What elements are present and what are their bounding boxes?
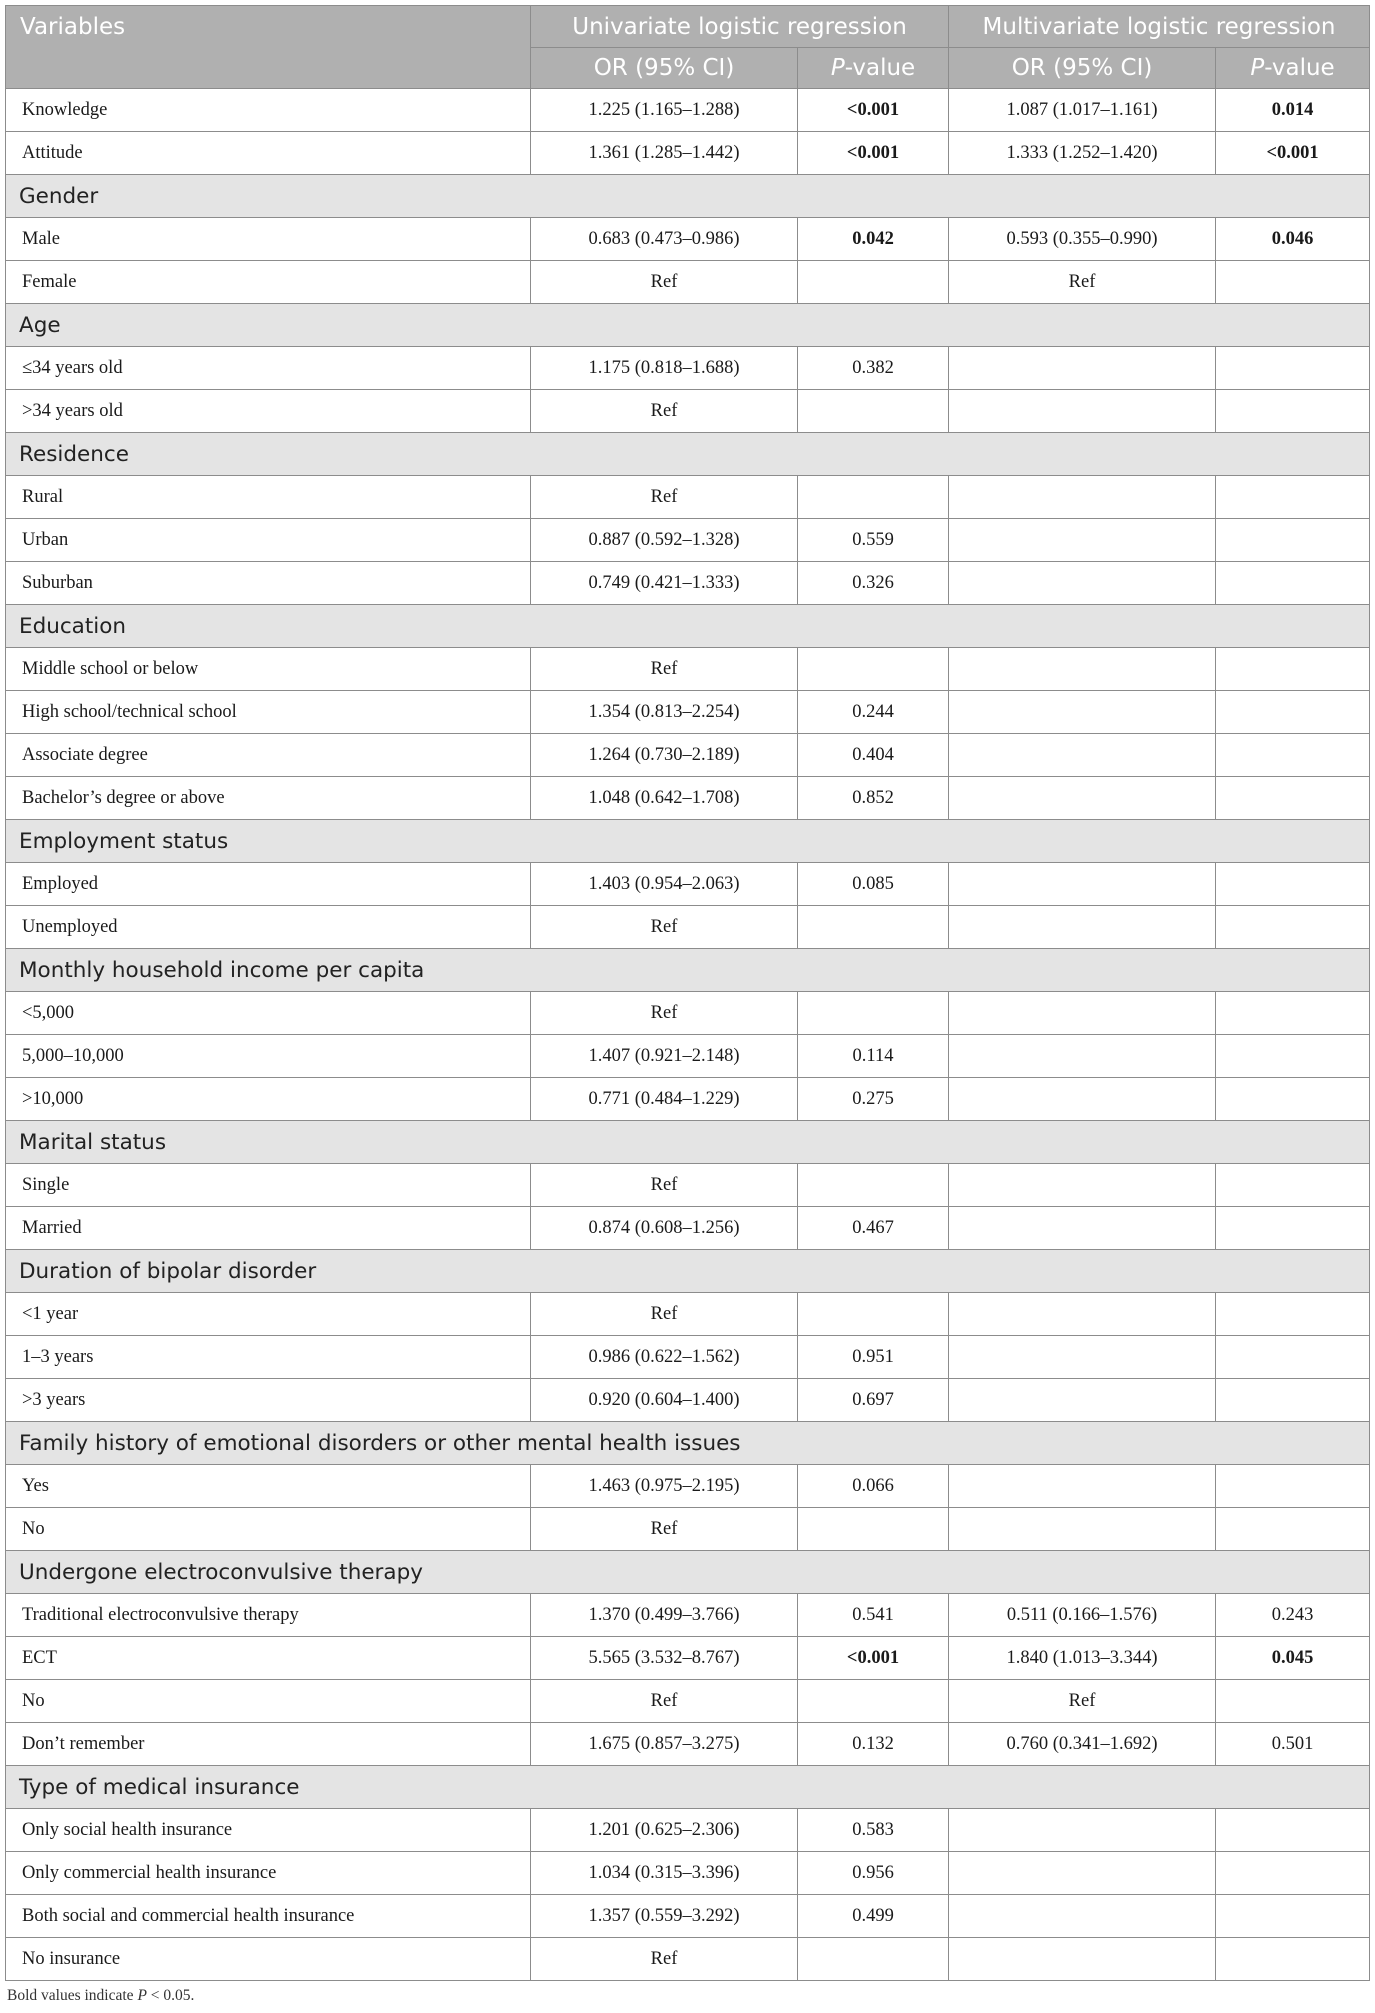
variable-cell: Employed: [6, 863, 531, 906]
group-header-row: [6, 304, 1370, 347]
univariate-p-cell: 0.583: [798, 1809, 949, 1852]
univariate-p-cell: 0.085: [798, 863, 949, 906]
multivariate-or-cell: [949, 347, 1216, 390]
group-label: Marital status: [6, 1121, 1370, 1164]
multivariate-or-cell: 0.593 (0.355–0.990): [949, 218, 1216, 261]
group-label: Type of medical insurance: [6, 1766, 1370, 1809]
univariate-p-cell: 0.852: [798, 777, 949, 820]
group-label: Duration of bipolar disorder: [6, 1250, 1370, 1293]
univariate-p-cell: 0.066: [798, 1465, 949, 1508]
univariate-p-cell: 0.382: [798, 347, 949, 390]
univariate-or-cell: Ref: [531, 1293, 798, 1336]
multivariate-or-cell: [949, 1508, 1216, 1551]
univariate-p-cell: [798, 1164, 949, 1207]
univariate-p-cell: [798, 906, 949, 949]
univariate-or-cell: Ref: [531, 648, 798, 691]
table-row: [6, 1809, 1370, 1852]
multivariate-or-cell: [949, 1336, 1216, 1379]
multivariate-p-cell: 0.243: [1216, 1594, 1370, 1637]
multivariate-or-cell: [949, 562, 1216, 605]
table-row: [6, 648, 1370, 691]
multivariate-or-cell: [949, 1164, 1216, 1207]
univariate-p-cell: [798, 1293, 949, 1336]
multivariate-or-cell: [949, 648, 1216, 691]
univariate-p-cell: 0.326: [798, 562, 949, 605]
variable-cell: <1 year: [6, 1293, 531, 1336]
group-header-row: [6, 1766, 1370, 1809]
multivariate-p-cell: [1216, 1895, 1370, 1938]
multivariate-p-cell: [1216, 1938, 1370, 1981]
univariate-or-cell: Ref: [531, 261, 798, 304]
univariate-p-cell: [798, 390, 949, 433]
table-row: [6, 1938, 1370, 1981]
group-label: Undergone electroconvulsive therapy: [6, 1551, 1370, 1594]
group-label: Gender: [6, 175, 1370, 218]
regression-table-container: [5, 5, 1369, 2005]
multivariate-or-cell: [949, 1293, 1216, 1336]
group-label: Family history of emotional disorders or other mental health issues: [6, 1422, 1370, 1465]
table-body: [6, 89, 1370, 1981]
univariate-or-cell: 0.887 (0.592–1.328): [531, 519, 798, 562]
table-row: [6, 1594, 1370, 1637]
univariate-or-cell: 0.683 (0.473–0.986): [531, 218, 798, 261]
univariate-or-cell: 1.034 (0.315–3.396): [531, 1852, 798, 1895]
univariate-or-cell: 1.201 (0.625–2.306): [531, 1809, 798, 1852]
variable-cell: Rural: [6, 476, 531, 519]
table-row: [6, 132, 1370, 175]
table-row: [6, 691, 1370, 734]
table-row: [6, 562, 1370, 605]
multivariate-p-cell: <0.001: [1216, 132, 1370, 175]
univariate-p-cell: 0.275: [798, 1078, 949, 1121]
multivariate-or-cell: [949, 1809, 1216, 1852]
multivariate-p-cell: [1216, 519, 1370, 562]
variable-cell: Yes: [6, 1465, 531, 1508]
univariate-or-cell: Ref: [531, 1164, 798, 1207]
univariate-or-cell: 5.565 (3.532–8.767): [531, 1637, 798, 1680]
variable-cell: No: [6, 1508, 531, 1551]
multivariate-p-cell: [1216, 734, 1370, 777]
group-header-row: [6, 605, 1370, 648]
univariate-or-cell: 1.354 (0.813–2.254): [531, 691, 798, 734]
univariate-p-cell: [798, 1508, 949, 1551]
univariate-p-cell: 0.042: [798, 218, 949, 261]
table-row: [6, 1293, 1370, 1336]
multivariate-header: Multivariate logistic regression: [949, 6, 1370, 48]
univariate-p-cell: [798, 1938, 949, 1981]
variable-cell: <5,000: [6, 992, 531, 1035]
multivariate-p-cell: [1216, 1508, 1370, 1551]
table-row: [6, 1379, 1370, 1422]
variable-cell: ECT: [6, 1637, 531, 1680]
multivariate-p-cell: [1216, 1852, 1370, 1895]
multivariate-or-cell: [949, 734, 1216, 777]
group-label: Education: [6, 605, 1370, 648]
univariate-or-cell: 1.175 (0.818–1.688): [531, 347, 798, 390]
group-header-row: [6, 1250, 1370, 1293]
univariate-or-cell: 1.264 (0.730–2.189): [531, 734, 798, 777]
multivariate-or-cell: [949, 1938, 1216, 1981]
multivariate-or-cell: [949, 691, 1216, 734]
multivariate-p-cell: [1216, 390, 1370, 433]
univariate-p-cell: 0.559: [798, 519, 949, 562]
univariate-p-cell: <0.001: [798, 132, 949, 175]
variable-cell: Only commercial health insurance: [6, 1852, 531, 1895]
variable-cell: Female: [6, 261, 531, 304]
multivariate-or-cell: [949, 519, 1216, 562]
multivariate-p-cell: [1216, 1680, 1370, 1723]
univariate-or-cell: Ref: [531, 1508, 798, 1551]
table-row: [6, 218, 1370, 261]
group-label: Residence: [6, 433, 1370, 476]
variable-cell: Only social health insurance: [6, 1809, 531, 1852]
table-row: [6, 777, 1370, 820]
variable-cell: Married: [6, 1207, 531, 1250]
variable-cell: >3 years: [6, 1379, 531, 1422]
multivariate-p-cell: [1216, 992, 1370, 1035]
multivariate-or-cell: [949, 777, 1216, 820]
univariate-or-cell: 1.370 (0.499–3.766): [531, 1594, 798, 1637]
multivariate-or-cell: [949, 863, 1216, 906]
multivariate-or-cell: 1.840 (1.013–3.344): [949, 1637, 1216, 1680]
variable-cell: ≤34 years old: [6, 347, 531, 390]
table-row: [6, 261, 1370, 304]
group-header-row: [6, 433, 1370, 476]
multivariate-p-cell: [1216, 1379, 1370, 1422]
variable-cell: >34 years old: [6, 390, 531, 433]
multivariate-p-cell: [1216, 1207, 1370, 1250]
group-header-row: [6, 820, 1370, 863]
table-row: [6, 1637, 1370, 1680]
univariate-p-cell: 0.114: [798, 1035, 949, 1078]
univariate-or-cell: Ref: [531, 1938, 798, 1981]
variable-cell: High school/technical school: [6, 691, 531, 734]
group-label: Employment status: [6, 820, 1370, 863]
univariate-or-cell: 1.675 (0.857–3.275): [531, 1723, 798, 1766]
univariate-or-cell: Ref: [531, 476, 798, 519]
table-row: [6, 476, 1370, 519]
variable-cell: Unemployed: [6, 906, 531, 949]
univariate-header: Univariate logistic regression: [531, 6, 949, 48]
univariate-or-cell: 0.749 (0.421–1.333): [531, 562, 798, 605]
univariate-p-cell: 0.467: [798, 1207, 949, 1250]
multivariate-p-header: P-value: [1216, 48, 1370, 89]
table-footnote: Bold values indicate P < 0.05.: [7, 1987, 195, 2004]
variable-cell: Male: [6, 218, 531, 261]
table-row: [6, 519, 1370, 562]
group-header-row: [6, 175, 1370, 218]
variable-cell: Single: [6, 1164, 531, 1207]
variable-cell: Don’t remember: [6, 1723, 531, 1766]
univariate-p-cell: 0.499: [798, 1895, 949, 1938]
table-row: [6, 906, 1370, 949]
multivariate-or-cell: [949, 1207, 1216, 1250]
multivariate-or-cell: [949, 906, 1216, 949]
multivariate-p-cell: [1216, 1465, 1370, 1508]
univariate-or-cell: 1.407 (0.921–2.148): [531, 1035, 798, 1078]
univariate-p-cell: 0.956: [798, 1852, 949, 1895]
multivariate-or-cell: Ref: [949, 261, 1216, 304]
multivariate-or-cell: [949, 1852, 1216, 1895]
univariate-p-cell: 0.697: [798, 1379, 949, 1422]
univariate-or-cell: 0.771 (0.484–1.229): [531, 1078, 798, 1121]
univariate-p-cell: 0.244: [798, 691, 949, 734]
multivariate-p-cell: [1216, 648, 1370, 691]
univariate-p-cell: [798, 648, 949, 691]
multivariate-p-cell: [1216, 863, 1370, 906]
table-row: [6, 734, 1370, 777]
multivariate-p-cell: [1216, 1336, 1370, 1379]
multivariate-or-cell: [949, 1895, 1216, 1938]
variable-cell: Knowledge: [6, 89, 531, 132]
table-header: [6, 6, 1370, 89]
univariate-p-cell: [798, 1680, 949, 1723]
univariate-p-cell: 0.404: [798, 734, 949, 777]
table-row: [6, 992, 1370, 1035]
group-label: Age: [6, 304, 1370, 347]
table-row: [6, 1680, 1370, 1723]
multivariate-p-cell: [1216, 347, 1370, 390]
group-label: Monthly household income per capita: [6, 949, 1370, 992]
multivariate-or-cell: 1.333 (1.252–1.420): [949, 132, 1216, 175]
table-row: [6, 1164, 1370, 1207]
multivariate-p-cell: [1216, 562, 1370, 605]
multivariate-p-cell: [1216, 261, 1370, 304]
univariate-or-cell: Ref: [531, 906, 798, 949]
variable-cell: 5,000–10,000: [6, 1035, 531, 1078]
group-header-row: [6, 1551, 1370, 1594]
univariate-p-cell: 0.541: [798, 1594, 949, 1637]
variable-cell: Both social and commercial health insurance: [6, 1895, 531, 1938]
group-header-row: [6, 949, 1370, 992]
multivariate-or-cell: [949, 1078, 1216, 1121]
univariate-or-cell: 0.920 (0.604–1.400): [531, 1379, 798, 1422]
univariate-or-cell: 1.225 (1.165–1.288): [531, 89, 798, 132]
multivariate-p-cell: [1216, 777, 1370, 820]
multivariate-or-cell: [949, 1035, 1216, 1078]
table-row: [6, 1895, 1370, 1938]
multivariate-p-cell: [1216, 906, 1370, 949]
variable-cell: >10,000: [6, 1078, 531, 1121]
table-row: [6, 1207, 1370, 1250]
multivariate-or-cell: [949, 1465, 1216, 1508]
univariate-p-cell: <0.001: [798, 1637, 949, 1680]
multivariate-p-cell: 0.501: [1216, 1723, 1370, 1766]
multivariate-p-cell: [1216, 1809, 1370, 1852]
univariate-p-cell: [798, 992, 949, 1035]
group-header-row: [6, 1422, 1370, 1465]
univariate-or-header: OR (95% CI): [531, 48, 798, 89]
univariate-or-cell: 1.403 (0.954–2.063): [531, 863, 798, 906]
univariate-or-cell: Ref: [531, 992, 798, 1035]
variable-cell: 1–3 years: [6, 1336, 531, 1379]
multivariate-p-cell: [1216, 1164, 1370, 1207]
table-row: [6, 390, 1370, 433]
multivariate-or-cell: [949, 390, 1216, 433]
regression-table: [5, 5, 1370, 1981]
group-header-row: [6, 1121, 1370, 1164]
variable-cell: Associate degree: [6, 734, 531, 777]
univariate-or-cell: 1.361 (1.285–1.442): [531, 132, 798, 175]
multivariate-or-cell: [949, 992, 1216, 1035]
table-row: [6, 1723, 1370, 1766]
univariate-p-cell: <0.001: [798, 89, 949, 132]
multivariate-or-cell: 0.511 (0.166–1.576): [949, 1594, 1216, 1637]
multivariate-or-cell: [949, 1379, 1216, 1422]
univariate-p-cell: [798, 476, 949, 519]
univariate-or-cell: 0.874 (0.608–1.256): [531, 1207, 798, 1250]
variable-cell: No: [6, 1680, 531, 1723]
multivariate-p-cell: [1216, 1293, 1370, 1336]
univariate-or-cell: 1.357 (0.559–3.292): [531, 1895, 798, 1938]
univariate-or-cell: Ref: [531, 1680, 798, 1723]
univariate-p-header: P-value: [798, 48, 949, 89]
variables-header: Variables: [6, 6, 531, 89]
multivariate-p-cell: [1216, 1035, 1370, 1078]
multivariate-p-cell: [1216, 476, 1370, 519]
multivariate-p-cell: [1216, 691, 1370, 734]
table-row: [6, 863, 1370, 906]
multivariate-or-cell: 0.760 (0.341–1.692): [949, 1723, 1216, 1766]
multivariate-or-cell: [949, 476, 1216, 519]
variable-cell: Traditional electroconvulsive therapy: [6, 1594, 531, 1637]
multivariate-p-cell: 0.046: [1216, 218, 1370, 261]
univariate-p-cell: 0.951: [798, 1336, 949, 1379]
univariate-or-cell: Ref: [531, 390, 798, 433]
variable-cell: No insurance: [6, 1938, 531, 1981]
univariate-or-cell: 1.463 (0.975–2.195): [531, 1465, 798, 1508]
table-row: [6, 89, 1370, 132]
table-row: [6, 347, 1370, 390]
table-row: [6, 1852, 1370, 1895]
variable-cell: Suburban: [6, 562, 531, 605]
multivariate-or-cell: 1.087 (1.017–1.161): [949, 89, 1216, 132]
table-row: [6, 1336, 1370, 1379]
table-row: [6, 1078, 1370, 1121]
variable-cell: Attitude: [6, 132, 531, 175]
table-row: [6, 1465, 1370, 1508]
variable-cell: Bachelor’s degree or above: [6, 777, 531, 820]
univariate-p-cell: [798, 261, 949, 304]
univariate-or-cell: 0.986 (0.622–1.562): [531, 1336, 798, 1379]
multivariate-or-header: OR (95% CI): [949, 48, 1216, 89]
multivariate-or-cell: Ref: [949, 1680, 1216, 1723]
multivariate-p-cell: 0.045: [1216, 1637, 1370, 1680]
table-row: [6, 1035, 1370, 1078]
multivariate-p-cell: 0.014: [1216, 89, 1370, 132]
univariate-or-cell: 1.048 (0.642–1.708): [531, 777, 798, 820]
table-row: [6, 1508, 1370, 1551]
univariate-p-cell: 0.132: [798, 1723, 949, 1766]
variable-cell: Middle school or below: [6, 648, 531, 691]
variable-cell: Urban: [6, 519, 531, 562]
multivariate-p-cell: [1216, 1078, 1370, 1121]
